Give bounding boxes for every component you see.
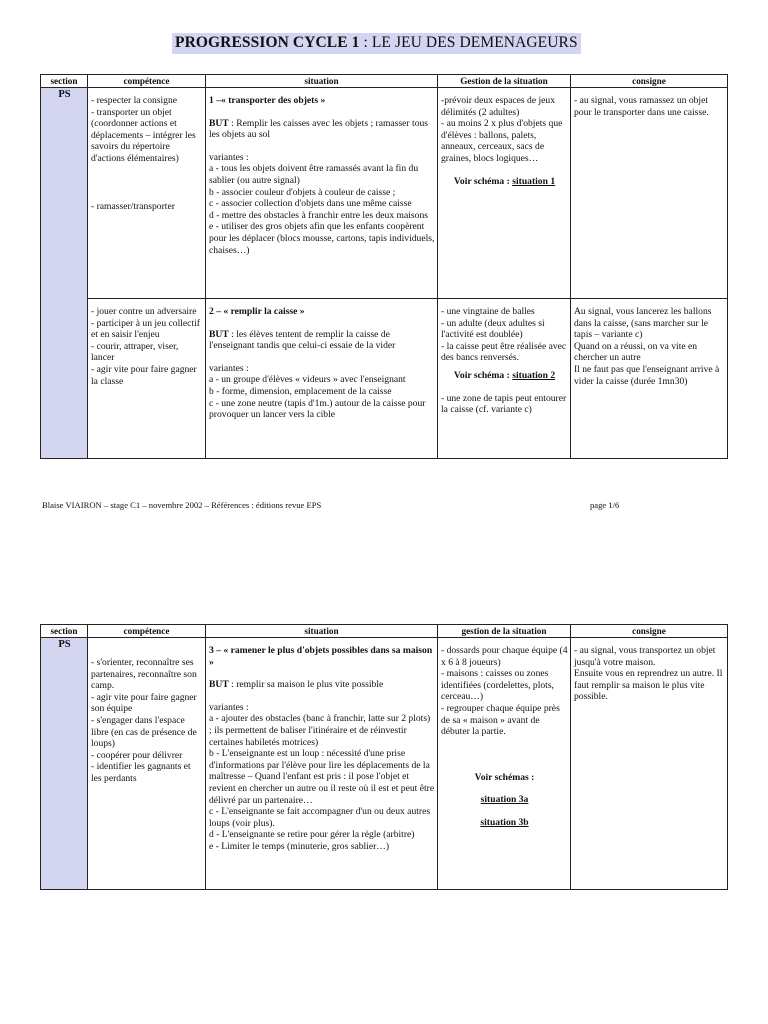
gestion-line: - une zone de tapis peut entourer la caisse (cf. variante c): [441, 392, 567, 416]
gestion-line: -prévoir deux espaces de jeux délimités (2 adultes): [441, 95, 556, 118]
gestion-line: - un adulte (deux adultes si l'activité est doublée): [441, 317, 545, 341]
progression-table-page-1: [40, 74, 728, 459]
consigne-line: Il ne faut pas que l'enseignant arrive à vider la caisse (durée 1mn30): [574, 363, 720, 387]
goal-label: BUT: [209, 679, 229, 691]
title-rest: : LE JEU DES DEMENAGEURS: [359, 34, 578, 51]
gestion-line: - regrouper chaque équipe près de sa « maison » avant de débuter la partie.: [441, 702, 560, 738]
variant-item: c - une zone neutre (tapis d'1m.) autour de la caisse pour provoquer un lancer vers la cible: [209, 397, 426, 421]
variant-item: d - L'enseignante se retire pour gérer la règle (arbitre): [209, 829, 415, 841]
schema-link-a[interactable]: situation 3a: [480, 794, 529, 806]
variant-item: b - associer couleur d'objets à couleur de caisse ;: [209, 186, 396, 198]
schema-reference-b: [441, 817, 568, 829]
variant-item: a - ajouter des obstacles (banc à franchir, latte sur 2 plots) ; ils permettent de baliser l'itinéraire et de réinvestir certaines habiletés motrices): [209, 713, 431, 748]
schema-label: Voir schéma :: [453, 369, 513, 381]
competence-line: - coopérer pour délivrer: [91, 749, 183, 761]
goal-text: : Remplir les caisses avec les objets ; ramasser tous les objets au sol: [209, 117, 429, 141]
competence-line: - agir vite pour faire gagner son équipe: [91, 691, 197, 715]
gestion-cell: [438, 88, 571, 299]
situation-goal: [209, 329, 435, 352]
gestion-line: - maisons : caisses ou zones identifiées (cordelettes, plots, cerceau…): [441, 668, 554, 703]
schema-label: Voir schéma :: [453, 175, 513, 187]
situation-cell: [206, 299, 438, 459]
title-bold: PROGRESSION CYCLE 1: [175, 34, 360, 51]
section-cell: PS: [41, 638, 88, 890]
situation-cell: [206, 88, 438, 299]
header-competence: compétence: [88, 625, 206, 638]
consigne-line: Quand on a réussi, on va vite en chercher un autre: [574, 340, 698, 364]
variant-item: b - L'enseignante est un loup : nécessité d'une prise d'informations par l'élève pour lire les déplacements de la maîtresse – Quand l'enfant est pris : il pose l'objet et revient en chercher un autre ou il reste où il est et peut être délivré par un partenaire…: [209, 748, 435, 806]
footer-page-number: page 1/6: [590, 500, 620, 510]
schema-reference: [441, 176, 568, 188]
competence-line: - s'orienter, reconnaître ses partenaires, reconnaître son camp.: [91, 657, 197, 692]
variant-item: e - Limiter le temps (minuterie, gros sablier…): [209, 840, 390, 852]
header-gestion: gestion de la situation: [438, 625, 571, 638]
variants-label: variantes :: [209, 151, 249, 163]
competence-line: - courir, attraper, viser, lancer: [91, 340, 179, 364]
page-title: [172, 33, 581, 54]
header-gestion: Gestion de la situation: [438, 75, 571, 88]
competence-cell: [88, 88, 206, 299]
competence-line: - s'engager dans l'espace libre (en cas de présence de loups): [91, 714, 197, 750]
situation-title: 1 –« transporter des objets »: [209, 95, 326, 106]
table-row: [41, 299, 728, 459]
header-section: section: [41, 75, 88, 88]
gestion-line: - une vingtaine de balles: [441, 306, 535, 317]
consigne-line: - au signal, vous transportez un objet jusqu'à votre maison.: [574, 645, 716, 668]
goal-text: : les élèves tentent de remplir la caisse de l'enseignant tandis que celui-ci essaie de la vider: [209, 328, 396, 352]
header-consigne: consigne: [571, 625, 728, 638]
competence-line: - identifier les gagnants et les perdants: [91, 761, 191, 784]
consigne-line: Ensuite vous en reprendrez un autre. Il faut remplir sa maison le plus vite possible.: [574, 668, 723, 703]
situation-goal: [209, 118, 435, 141]
competence-cell: [88, 638, 206, 890]
competence-line: - transporter un objet (coordonner actions et déplacements – intégrer les savoirs du répertoire d'actions élémentaires): [91, 106, 196, 164]
situation-title: 3 – « ramener le plus d'objets possibles dans sa maison »: [209, 645, 433, 668]
gestion-line: - dossards pour chaque équipe (4 x 6 à 8 joueurs): [441, 645, 568, 668]
schema-link[interactable]: situation 1: [512, 175, 556, 187]
competence-line: - participer à un jeu collectif et en saisir l'enjeu: [91, 317, 200, 341]
progression-table-page-2: [40, 624, 728, 890]
consigne-line: Au signal, vous lancerez les ballons dans la caisse, (sans marcher sur le tapis – variante c): [574, 306, 712, 341]
gestion-cell: [438, 299, 571, 459]
competence-line: - ramasser/transporter: [91, 200, 175, 212]
table-row: [41, 88, 728, 299]
schema-reference-a: [441, 794, 568, 806]
goal-label: BUT: [209, 117, 229, 129]
schema-label: Voir schémas :: [474, 771, 535, 783]
situation-cell: [206, 638, 438, 890]
header-row: [41, 625, 728, 638]
variant-item: c - L'enseignante se fait accompagner d'un ou deux autres loups (voir plus).: [209, 806, 431, 829]
schema-link[interactable]: situation 2: [512, 369, 556, 381]
competence-cell: [88, 299, 206, 459]
variants-label: variantes :: [209, 362, 249, 374]
header-situation: situation: [206, 625, 438, 638]
table-row: [41, 638, 728, 890]
competence-line: - agir vite pour faire gagner la classe: [91, 363, 197, 387]
goal-label: BUT: [209, 328, 229, 340]
gestion-line: - la caisse peut être réalisée avec des bancs renversés.: [441, 340, 567, 364]
section-cell: PS: [41, 88, 88, 459]
variants-label: variantes :: [209, 701, 249, 713]
header-consigne: consigne: [571, 75, 728, 88]
variant-item: a - tous les objets doivent être ramassés avant la fin du sablier (ou autre signal): [209, 163, 419, 186]
gestion-cell: [438, 638, 571, 890]
header-row: [41, 75, 728, 88]
variant-item: d - mettre des obstacles à franchir entre les deux maisons: [209, 209, 428, 221]
variant-item: e - utiliser des gros objets afin que les enfants coopèrent pour les déplacer (blocs mousse, cartons, tapis individuels, chaises…): [209, 221, 435, 256]
consigne-cell: [571, 638, 728, 890]
competence-line: - respecter la consigne: [91, 95, 178, 106]
variant-item: c - associer collection d'objets dans une même caisse: [209, 198, 412, 210]
header-situation: situation: [206, 75, 438, 88]
competence-line: - jouer contre un adversaire: [91, 306, 197, 317]
consigne-cell: [571, 299, 728, 459]
variant-item: b - forme, dimension, emplacement de la caisse: [209, 385, 392, 397]
goal-text: : remplir sa maison le plus vite possible: [228, 679, 384, 691]
header-competence: compétence: [88, 75, 206, 88]
schema-link-b[interactable]: situation 3b: [480, 816, 529, 828]
schema-reference: [441, 370, 568, 382]
footer-reference: Blaise VIAIRON – stage C1 – novembre 2002 – Références : éditions revue EPS: [42, 500, 322, 510]
consigne-cell: [571, 88, 728, 299]
gestion-line: - au moins 2 x plus d'objets que d'élèves : ballons, palets, anneaux, cerceaux, sacs de graines, blocs logiques…: [441, 118, 563, 164]
consigne-line: - au signal, vous ramassez un objet pour le transporter dans une caisse.: [574, 95, 709, 118]
situation-goal: [209, 679, 435, 691]
header-section: section: [41, 625, 88, 638]
situation-title: 2 – « remplir la caisse »: [209, 306, 305, 317]
variant-item: a - un groupe d'élèves « videurs » avec l'enseignant: [209, 374, 406, 386]
